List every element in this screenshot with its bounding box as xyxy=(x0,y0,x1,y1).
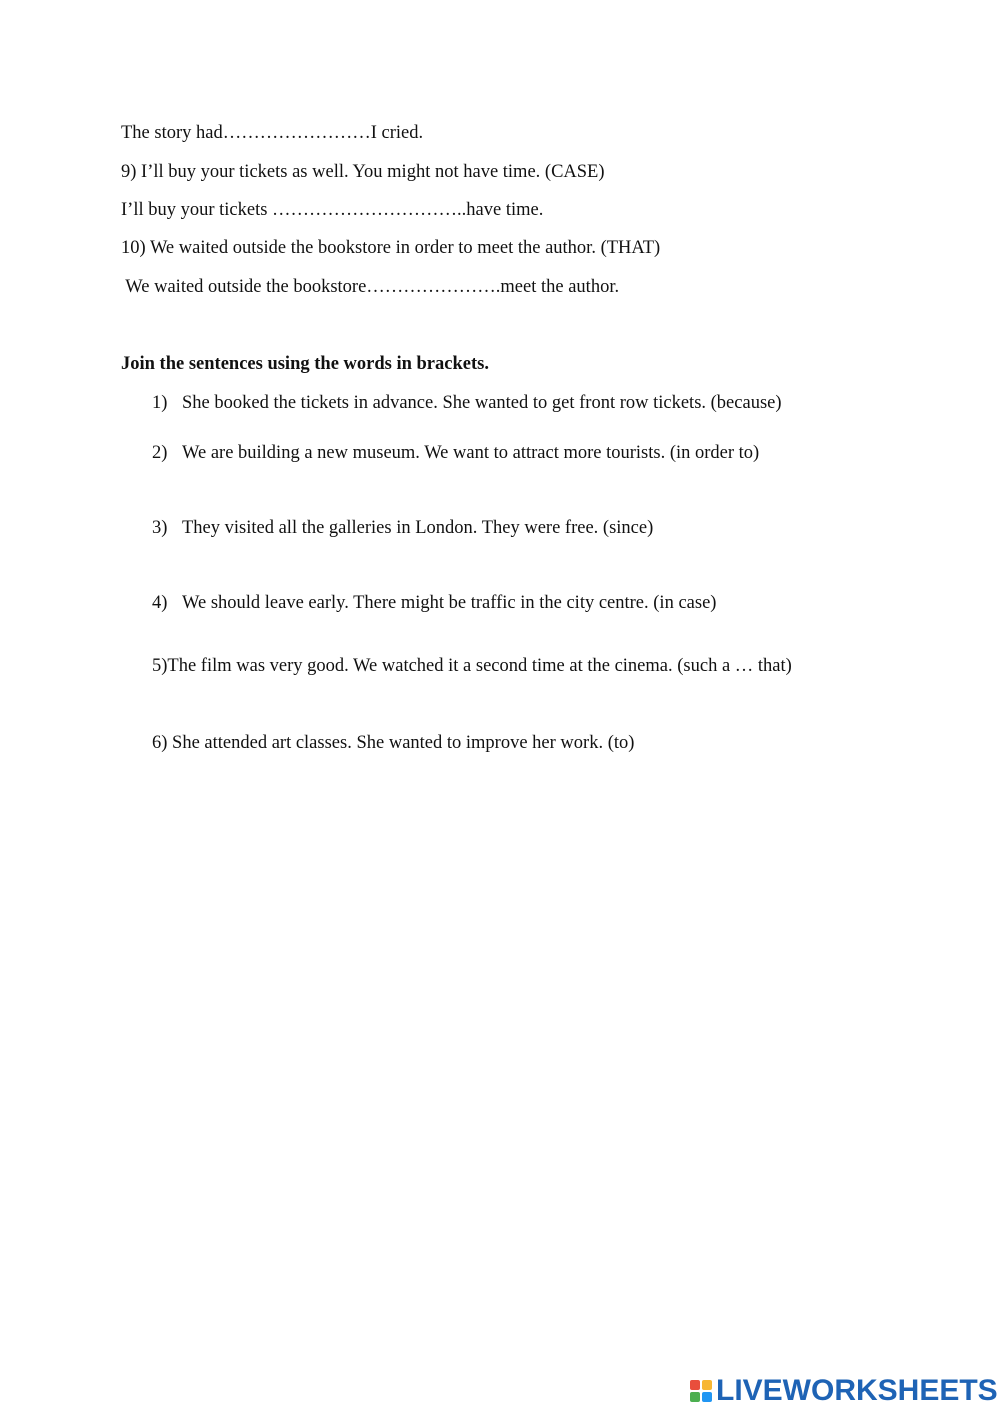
liveworksheets-logo xyxy=(690,1376,998,1406)
join-item-3-text: They visited all the galleries in London. They were free. (since) xyxy=(182,518,654,538)
join-item-1 xyxy=(152,392,782,414)
join-item-2-text: We are building a new museum. We want to attract more tourists. (in order to) xyxy=(182,443,760,463)
exercise-10-answer-line: We waited outside the bookstore………………….meet the author. xyxy=(121,277,620,297)
join-item-2-number: 2) xyxy=(152,443,168,463)
exercise-9-prompt: 9) I’ll buy your tickets as well. You might not have time. (CASE) xyxy=(121,162,605,182)
join-item-1-text: She booked the tickets in advance. She wanted to get front row tickets. (because) xyxy=(182,393,782,413)
section-heading: Join the sentences using the words in brackets. xyxy=(121,354,489,374)
exercise-10-prompt: 10) We waited outside the bookstore in order to meet the author. (THAT) xyxy=(121,238,661,258)
join-item-4-text: We should leave early. There might be traffic in the city centre. (in case) xyxy=(182,593,717,613)
exercise-9-answer-line: I’ll buy your tickets …………………………..have time. xyxy=(121,200,544,220)
logo-squares-icon xyxy=(690,1380,712,1402)
join-item-3 xyxy=(152,517,653,539)
join-item-4-number: 4) xyxy=(152,593,168,613)
exercise-8-answer-line: The story had……………………I cried. xyxy=(121,123,424,143)
join-item-4 xyxy=(152,592,716,614)
join-item-1-number: 1) xyxy=(152,393,168,413)
join-item-5: 5)The film was very good. We watched it a second time at the cinema. (such a … that) xyxy=(152,656,792,676)
logo-text: LIVEWORKSHEETS xyxy=(716,1374,998,1407)
join-item-2 xyxy=(152,442,759,464)
join-item-3-number: 3) xyxy=(152,518,168,538)
join-item-6: 6) She attended art classes. She wanted to improve her work. (to) xyxy=(152,733,635,753)
